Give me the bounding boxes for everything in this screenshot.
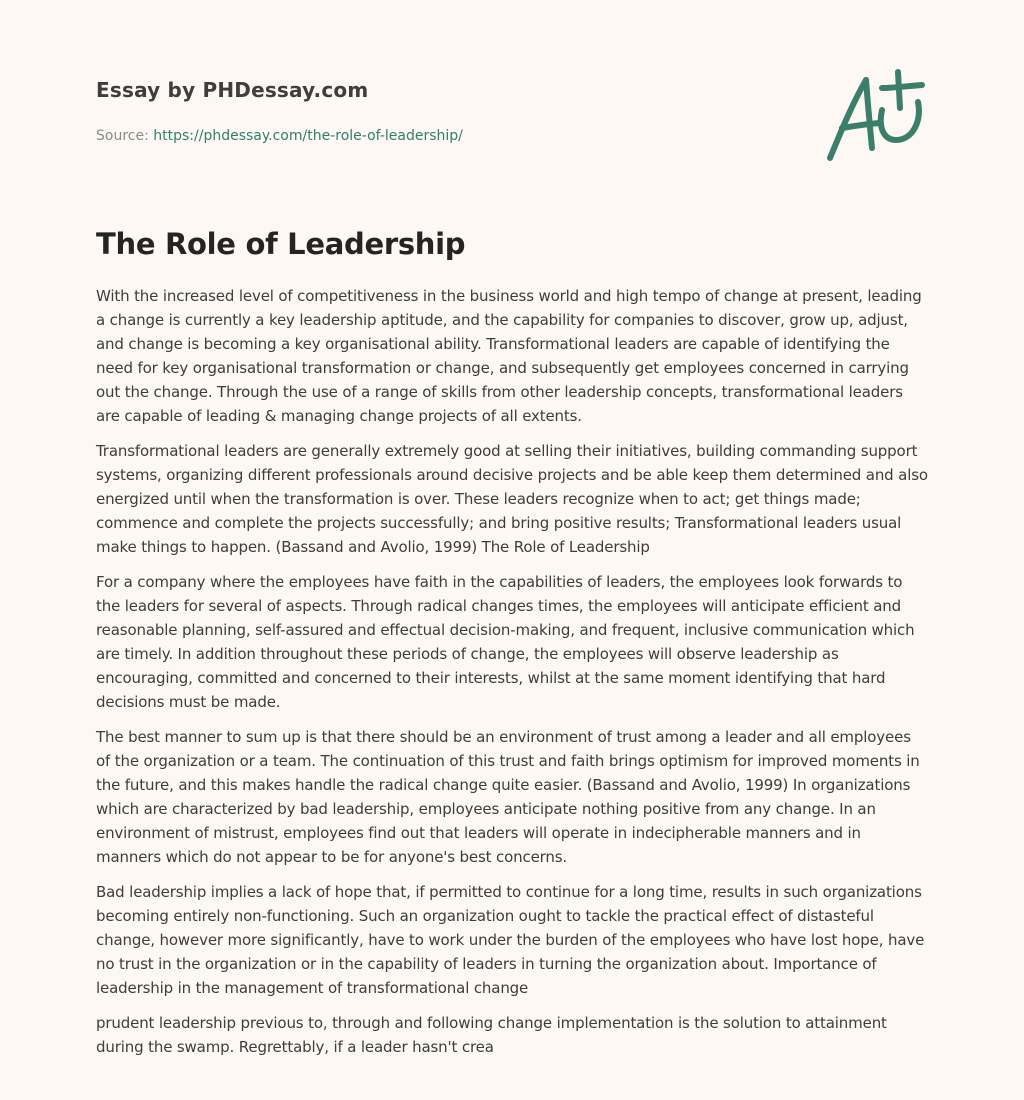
- site-title: Essay by PHDessay.com: [96, 78, 369, 102]
- source-link[interactable]: https://phdessay.com/the-role-of-leadership/: [153, 128, 463, 144]
- source-label: Source:: [96, 128, 154, 144]
- essay-paragraph: Bad leadership implies a lack of hope that, if permitted to continue for a long time, results in such organizations becoming entirely non-functioning. Such an organization ought to tackle the practical effect of distasteful change, however more significantly, have to work under the burden of the employees who have lost hope, have no trust in the organization or in the capability of leaders in turning the organization about. Importance of leadership in the management of transformational change: [96, 883, 925, 997]
- essay-paragraph: The best manner to sum up is that there should be an environment of trust among a leader and all employees of the organization or a team. The continuation of this trust and faith brings optimism for improved moments in the future, and this makes handle the radical change quite easier. (Bassand and Avolio, 1999) In organizations which are characterized by bad leadership, employees anticipate nothing positive from any change. In an environment of mistrust, employees find out that leaders will operate in indecipherable manners and in manners which do not appear to be for anyone's best concerns.: [96, 728, 920, 866]
- page-header: [96, 76, 928, 146]
- source-line: [96, 126, 928, 146]
- essay-paragraph: prudent leadership previous to, through and following change implementation is the solution to attainment during the swamp. Regrettably, if a leader hasn't crea: [96, 1014, 887, 1056]
- essay-paragraph: Transformational leaders are generally extremely good at selling their initiatives, building commanding support systems, organizing different professionals around decisive projects and be able keep them determined and also energized until when the transformation is over. These leaders recognize when to act; get things made; commence and complete the projects successfully; and bring positive results; Transformational leaders usual make things to happen. (Bassand and Avolio, 1999) The Role of Leadership: [96, 442, 928, 556]
- essay-paragraph: With the increased level of competitiveness in the business world and high tempo of change at present, leading a change is currently a key leadership aptitude, and the capability for companies to discover, grow up, adjust, and change is becoming a key organisational ability. Transformational leaders are capable of identifying the need for key organisational transformation or change, and subsequently get employees concerned in carrying out the change. Through the use of a range of skills from other leadership concepts, transformational leaders are capable of leading & managing change projects of all extents.: [96, 287, 922, 425]
- essay-title: The Role of Leadership: [96, 227, 466, 261]
- essay-body: [96, 284, 928, 1070]
- essay-paragraph: For a company where the employees have faith in the capabilities of leaders, the employees look forwards to the leaders for several of aspects. Through radical changes times, the employees will anticipate efficient and reasonable planning, self-assured and effectual decision-making, and frequent, inclusive communication which are timely. In addition throughout these periods of change, the employees will observe leadership as encouraging, committed and concerned to their interests, whilst at the same moment identifying that hard decisions must be made.: [96, 573, 915, 711]
- a-plus-grade-icon: [818, 66, 930, 166]
